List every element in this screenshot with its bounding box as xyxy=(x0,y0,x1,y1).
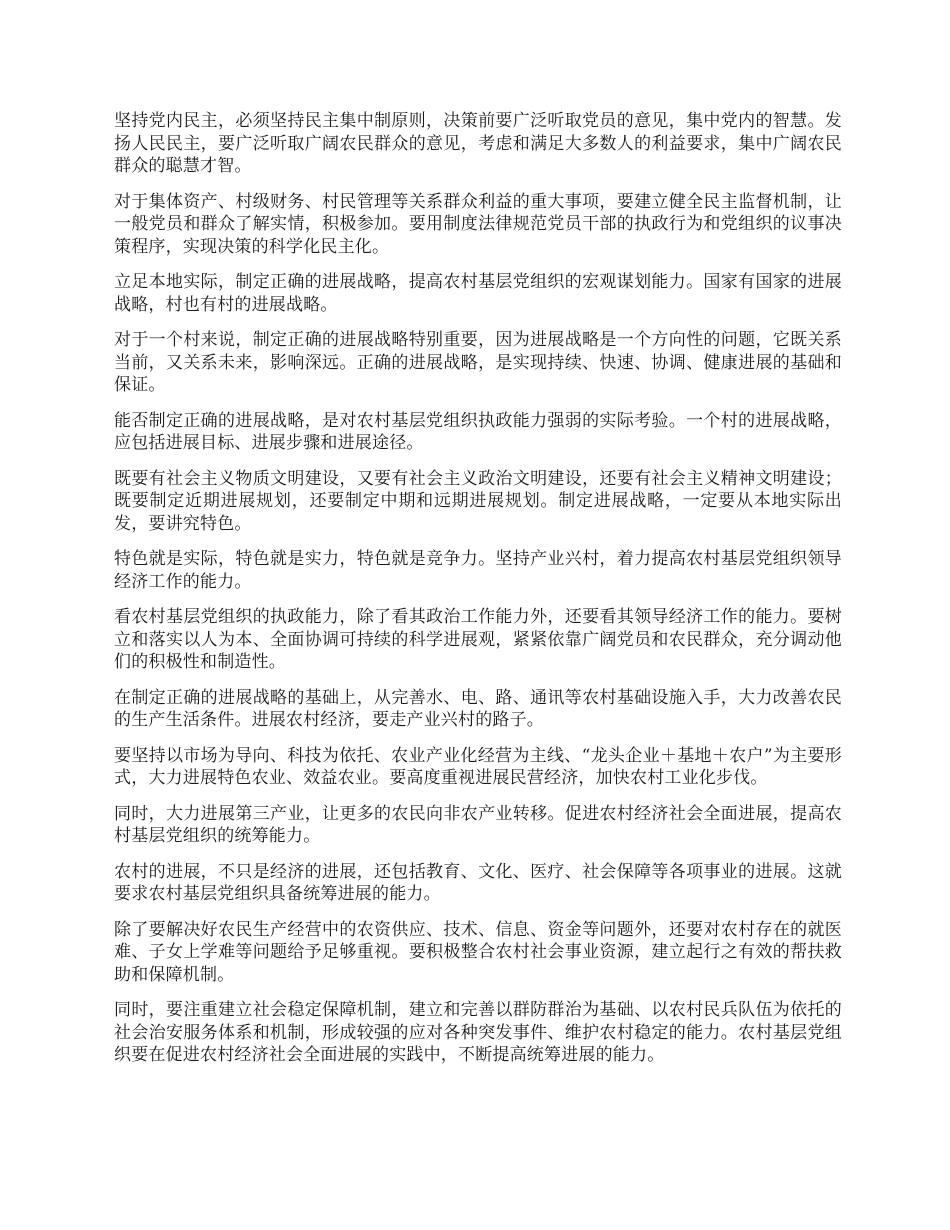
paragraph-12: 农村的进展，不只是经济的进展，还包括教育、文化、医疗、社会保障等各项事业的进展。这就要求农村基层党组织具备统筹进展的能力。 xyxy=(114,861,842,904)
paragraph-9: 在制定正确的进展战略的基础上，从完善水、电、路、通讯等农村基础设施入手，大力改善农民的生产生活条件。进展农村经济，要走产业兴村的路子。 xyxy=(114,687,842,730)
paragraph-4: 对于一个村来说，制定正确的进展战略特别重要，因为进展战略是一个方向性的问题，它既关系当前，又关系未来，影响深远。正确的进展战略，是实现持续、快速、协调、健康进展的基础和保证。 xyxy=(114,330,842,395)
paragraph-10: 要坚持以市场为导向、科技为依托、农业产业化经营为主线、“龙头企业＋基地＋农户”为主要形式，大力进展特色农业、效益农业。要高度重视进展民营经济，加快农村工业化步伐。 xyxy=(114,745,842,788)
document-body xyxy=(114,110,842,1080)
paragraph-8: 看农村基层党组织的执政能力，除了看其政治工作能力外，还要看其领导经济工作的能力。要树立和落实以人为本、全面协调可持续的科学进展观，紧紧依靠广阔党员和农民群众，充分调动他们的积极性和制造性。 xyxy=(114,607,842,672)
paragraph-6: 既要有社会主义物质文明建设，又要有社会主义政治文明建设，还要有社会主义精神文明建设；既要制定近期进展规划，还要制定中期和远期进展规划。制定进展战略，一定要从本地实际出发，要讲究特色。 xyxy=(114,468,842,534)
paragraph-14: 同时，要注重建立社会稳定保障机制，建立和完善以群防群治为基础、以农村民兵队伍为依托的社会治安服务体系和机制，形成较强的应对各种突发事件、维护农村稳定的能力。农村基层党组织要在促进农村经济社会全面进展的实践中，不断提高统筹进展的能力。 xyxy=(114,1000,842,1065)
paragraph-2: 对于集体资产、村级财务、村民管理等关系群众利益的重大事项，要建立健全民主监督机制，让一般党员和群众了解实情，积极参加。要用制度法律规范党员干部的执政行为和党组织的议事决策程序，实现决策的科学化民主化。 xyxy=(114,191,842,257)
paragraph-7: 特色就是实际，特色就是实力，特色就是竞争力。坚持产业兴村，着力提高农村基层党组织领导经济工作的能力。 xyxy=(114,549,842,592)
paragraph-11: 同时，大力进展第三产业，让更多的农民向非农产业转移。促进农村经济社会全面进展，提高农村基层党组织的统筹能力。 xyxy=(114,803,842,846)
paragraph-1: 坚持党内民主，必须坚持民主集中制原则，决策前要广泛听取党员的意见，集中党内的智慧。发扬人民民主，要广泛听取广阔农民群众的意见，考虑和满足大多数人的利益要求，集中广阔农民群众的聪慧才智。 xyxy=(114,111,842,176)
paragraph-3: 立足本地实际，制定正确的进展战略，提高农村基层党组织的宏观谋划能力。国家有国家的进展战略，村也有村的进展战略。 xyxy=(114,272,842,315)
paragraph-13: 除了要解决好农民生产经营中的农资供应、技术、信息、资金等问题外，还要对农村存在的就医难、子女上学难等问题给予足够重视。要积极整合农村社会事业资源，建立起行之有效的帮扶救助和保障机制。 xyxy=(114,919,842,985)
paragraph-5: 能否制定正确的进展战略，是对农村基层党组织执政能力强弱的实际考验。一个村的进展战略，应包括进展目标、进展步骤和进展途径。 xyxy=(114,410,842,453)
